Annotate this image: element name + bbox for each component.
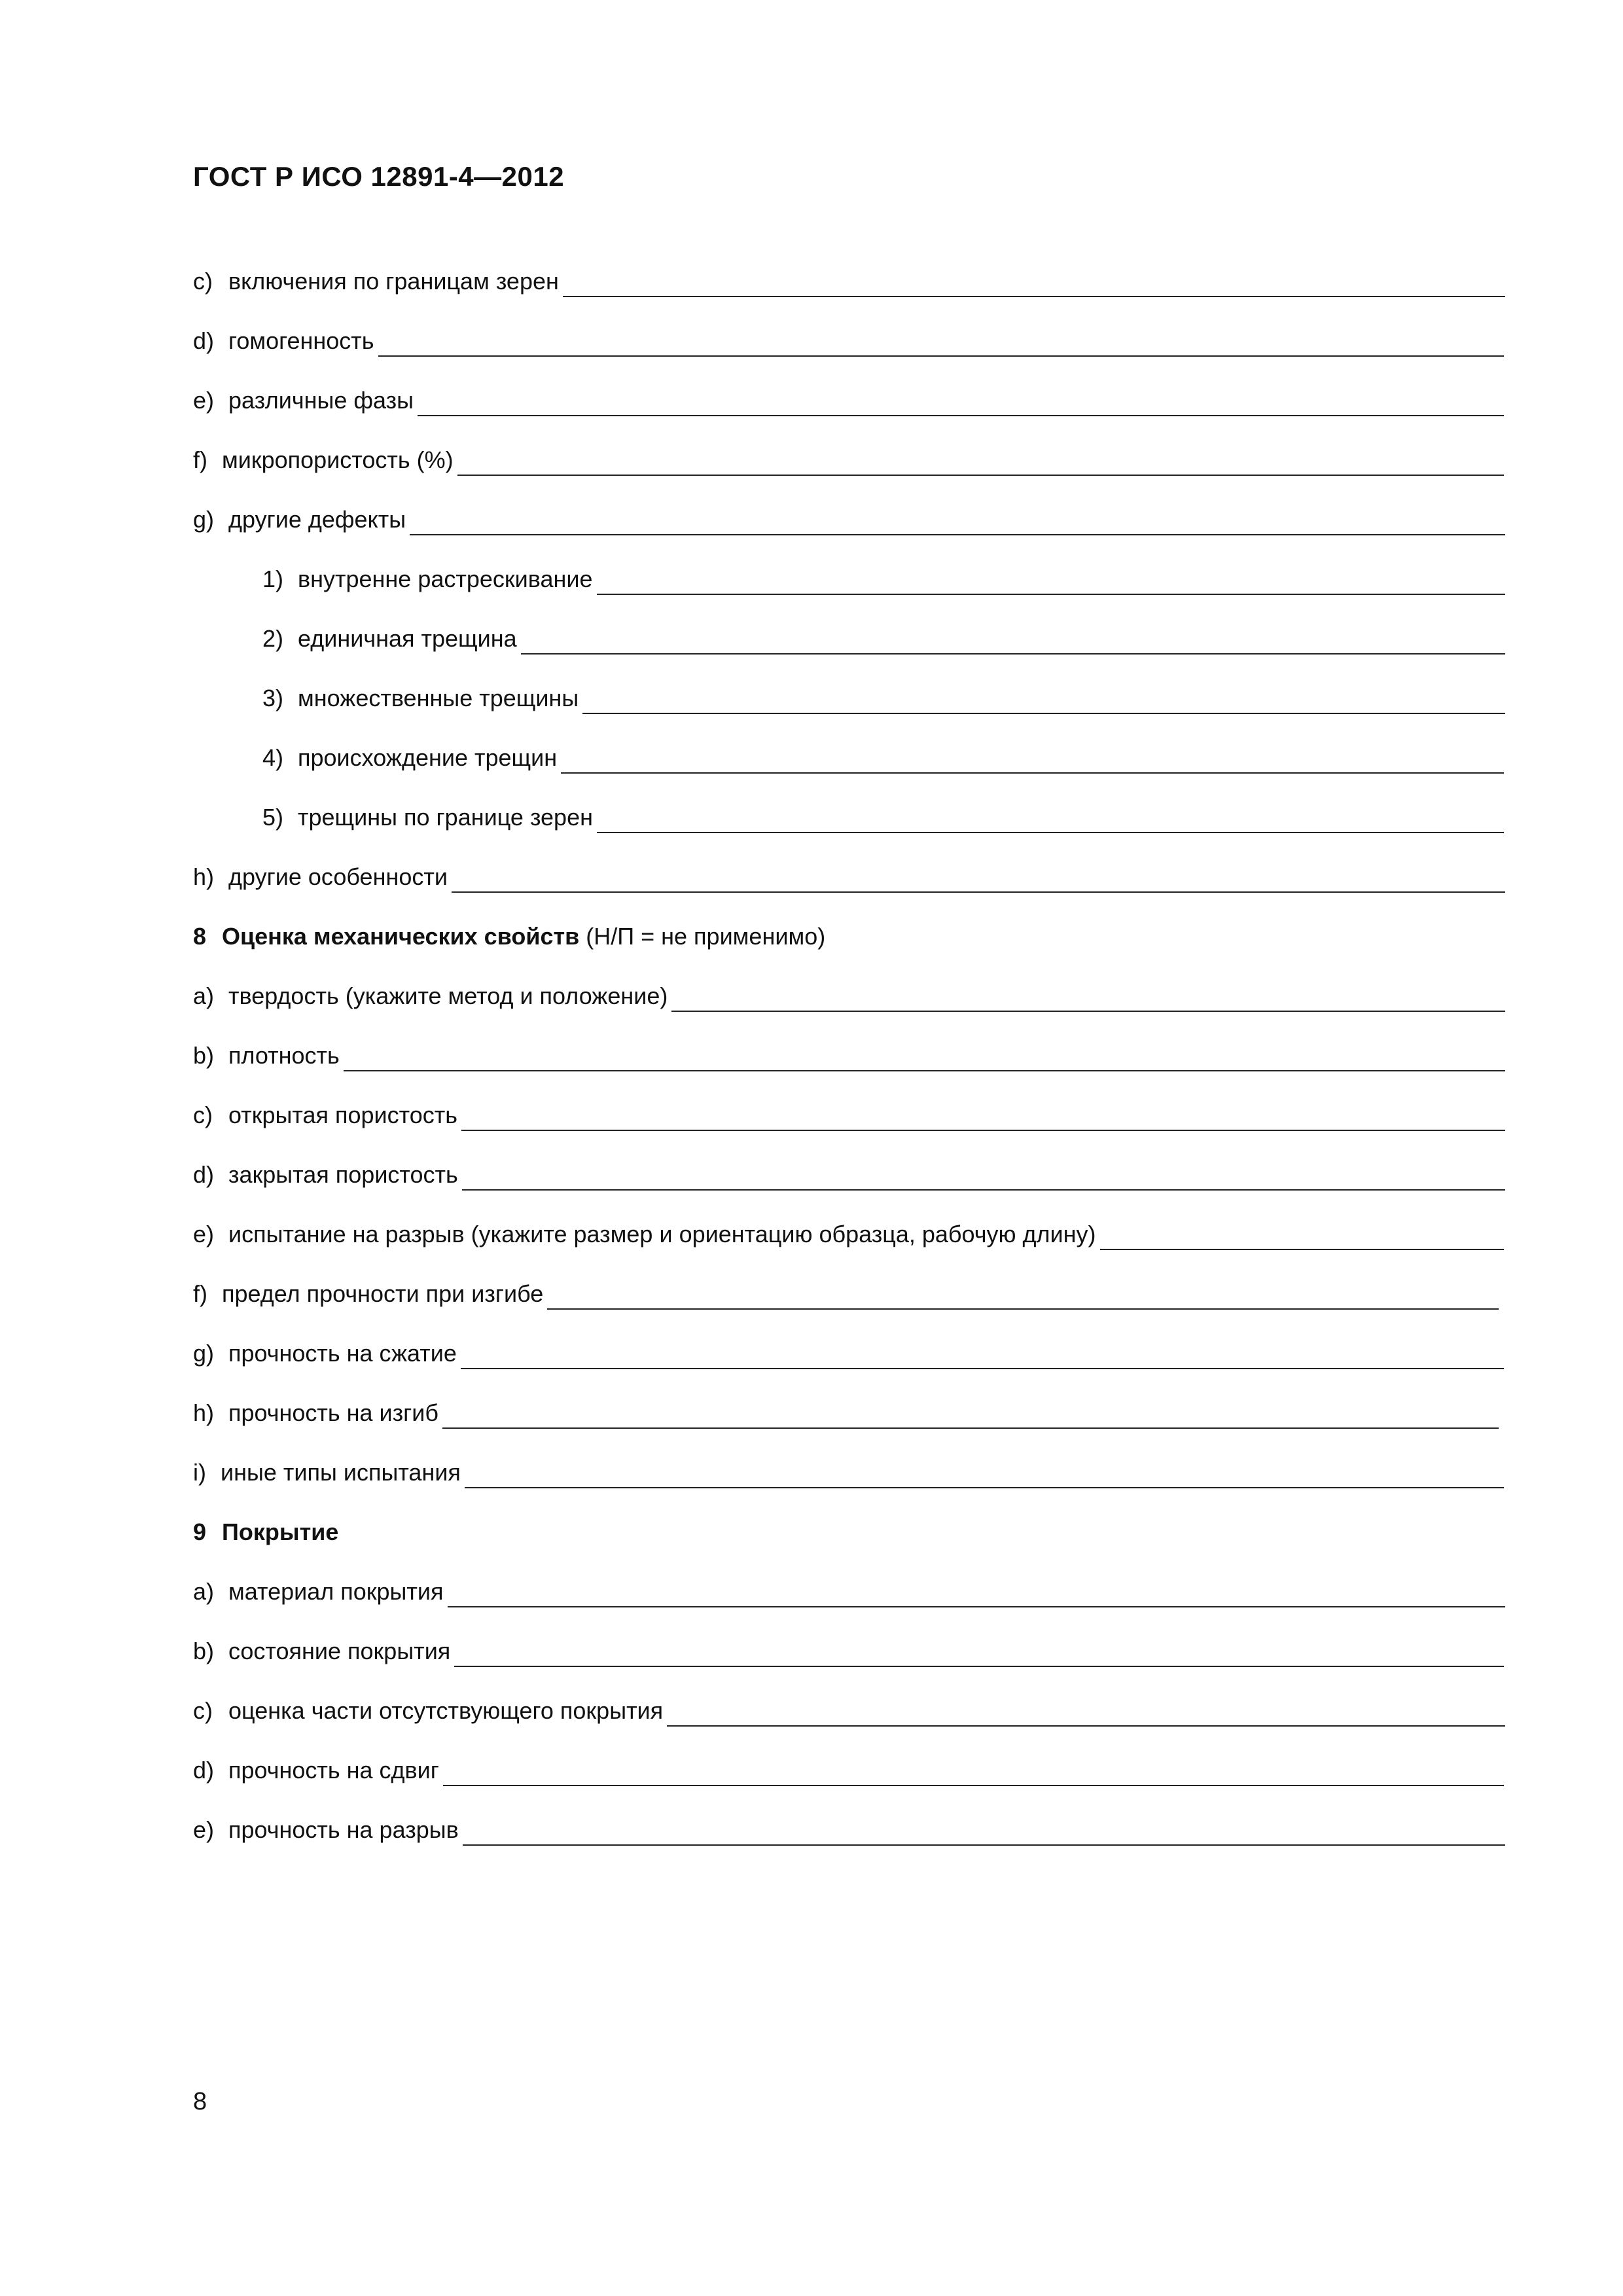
item-label: прочность на изгиб — [228, 1399, 439, 1426]
form-line-compressive-strength — [193, 1331, 1504, 1365]
item-marker: 5) — [262, 804, 284, 831]
blank-field[interactable] — [452, 891, 1505, 893]
section-number: 8 — [193, 923, 207, 950]
form-line-microporosity — [193, 438, 1504, 472]
section-number: 9 — [193, 1518, 207, 1545]
form-line-other-tests — [193, 1450, 1504, 1484]
item-label: открытая пористость — [228, 1102, 457, 1128]
blank-field[interactable] — [344, 1069, 1505, 1071]
form-line-crack-origin — [262, 736, 1504, 770]
item-marker: c) — [193, 1102, 213, 1128]
form-line-flexural-strength — [193, 1272, 1499, 1306]
form-line-density — [193, 1033, 1505, 1067]
item-marker: c) — [193, 1697, 213, 1724]
form-line-inclusions — [193, 259, 1505, 293]
item-label: состояние покрытия — [228, 1638, 451, 1664]
blank-field[interactable] — [410, 533, 1505, 535]
item-label: трещины по границе зерен — [298, 804, 593, 831]
item-marker: d) — [193, 1161, 215, 1188]
item-marker: h) — [193, 1399, 215, 1426]
item-marker: a) — [193, 982, 215, 1009]
form-line-coating-material — [193, 1570, 1505, 1604]
blank-field[interactable] — [454, 1665, 1504, 1667]
form-line-grain-boundary-cracks — [262, 795, 1504, 829]
blank-field[interactable] — [378, 355, 1504, 357]
blank-field[interactable] — [597, 831, 1504, 833]
item-marker: d) — [193, 327, 215, 354]
form-line-bending-strength — [193, 1391, 1499, 1425]
item-marker: f) — [193, 1280, 207, 1307]
form-line-tensile-test — [193, 1212, 1504, 1246]
blank-field[interactable] — [448, 1605, 1506, 1607]
item-label: прочность на сдвиг — [228, 1757, 439, 1784]
blank-field[interactable] — [461, 1129, 1505, 1131]
item-marker: e) — [193, 1816, 215, 1843]
item-marker: 2) — [262, 625, 284, 652]
form-line-missing-coating — [193, 1689, 1505, 1723]
item-marker: g) — [193, 1340, 215, 1367]
item-label: закрытая пористость — [228, 1161, 458, 1188]
form-line-coating-condition — [193, 1629, 1504, 1663]
blank-field[interactable] — [563, 295, 1505, 297]
blank-field[interactable] — [443, 1784, 1504, 1786]
document-header: ГОСТ Р ИСО 12891-4—2012 — [193, 161, 565, 192]
item-label: испытание на разрыв (укажите размер и ориентацию образца, рабочую длину) — [228, 1221, 1096, 1247]
item-marker: d) — [193, 1757, 215, 1784]
item-marker: 3) — [262, 685, 284, 711]
form-line-tensile-strength — [193, 1808, 1505, 1842]
form-line-shear-strength — [193, 1748, 1504, 1782]
blank-field[interactable] — [667, 1725, 1505, 1727]
form-line-phases — [193, 378, 1504, 412]
section-note: (Н/П = не применимо) — [586, 923, 826, 950]
form-line-open-porosity — [193, 1093, 1505, 1127]
form-line-single-crack — [262, 617, 1505, 651]
blank-field[interactable] — [463, 1844, 1505, 1846]
item-marker: e) — [193, 1221, 215, 1247]
section-title: Оценка механических свойств — [222, 923, 580, 950]
item-label: материал покрытия — [228, 1578, 444, 1605]
item-label: различные фазы — [228, 387, 414, 414]
item-label: прочность на сжатие — [228, 1340, 457, 1367]
item-marker: c) — [193, 268, 213, 295]
item-marker: b) — [193, 1042, 215, 1069]
item-label: оценка части отсутствующего покрытия — [228, 1697, 664, 1724]
page-number: 8 — [193, 2088, 207, 2115]
form-line-other-defects — [193, 497, 1505, 531]
item-label: предел прочности при изгибе — [222, 1280, 544, 1307]
blank-field[interactable] — [521, 653, 1505, 655]
form-line-multiple-cracks — [262, 676, 1505, 710]
item-label: гомогенность — [228, 327, 374, 354]
item-label: другие особенности — [228, 863, 448, 890]
blank-field[interactable] — [671, 1010, 1505, 1012]
item-label: плотность — [228, 1042, 340, 1069]
item-label: множественные трещины — [298, 685, 579, 711]
item-label: происхождение трещин — [298, 744, 558, 771]
blank-field[interactable] — [418, 414, 1504, 416]
section-title: Покрытие — [222, 1518, 339, 1545]
item-marker: f) — [193, 446, 207, 473]
item-label: иные типы испытания — [221, 1459, 461, 1486]
item-marker: h) — [193, 863, 215, 890]
item-label: включения по границам зерен — [228, 268, 559, 295]
item-marker: e) — [193, 387, 215, 414]
blank-field[interactable] — [457, 474, 1504, 476]
item-marker: g) — [193, 506, 215, 533]
item-marker: 1) — [262, 565, 284, 592]
item-label: микропористость (%) — [222, 446, 454, 473]
section-9-heading — [193, 1510, 338, 1544]
form-line-internal-cracking — [262, 557, 1505, 591]
form-line-homogeneity — [193, 319, 1504, 353]
blank-field[interactable] — [547, 1308, 1499, 1310]
item-marker: i) — [193, 1459, 206, 1486]
form-line-closed-porosity — [193, 1153, 1505, 1187]
item-label: единичная трещина — [298, 625, 517, 652]
blank-field[interactable] — [465, 1486, 1504, 1488]
item-label: другие дефекты — [228, 506, 406, 533]
blank-field[interactable] — [597, 593, 1505, 595]
item-label: твердость (укажите метод и положение) — [228, 982, 668, 1009]
item-label: внутренне растрескивание — [298, 565, 593, 592]
blank-field[interactable] — [462, 1189, 1505, 1191]
blank-field[interactable] — [1100, 1248, 1504, 1250]
item-marker: 4) — [262, 744, 284, 771]
item-marker: a) — [193, 1578, 215, 1605]
form-line-other-features — [193, 855, 1505, 889]
blank-field[interactable] — [442, 1427, 1499, 1429]
blank-field[interactable] — [561, 772, 1504, 774]
blank-field[interactable] — [461, 1367, 1504, 1369]
section-8-heading — [193, 914, 825, 948]
item-label: прочность на разрыв — [228, 1816, 459, 1843]
item-marker: b) — [193, 1638, 215, 1664]
blank-field[interactable] — [582, 712, 1505, 714]
form-line-hardness — [193, 974, 1505, 1008]
